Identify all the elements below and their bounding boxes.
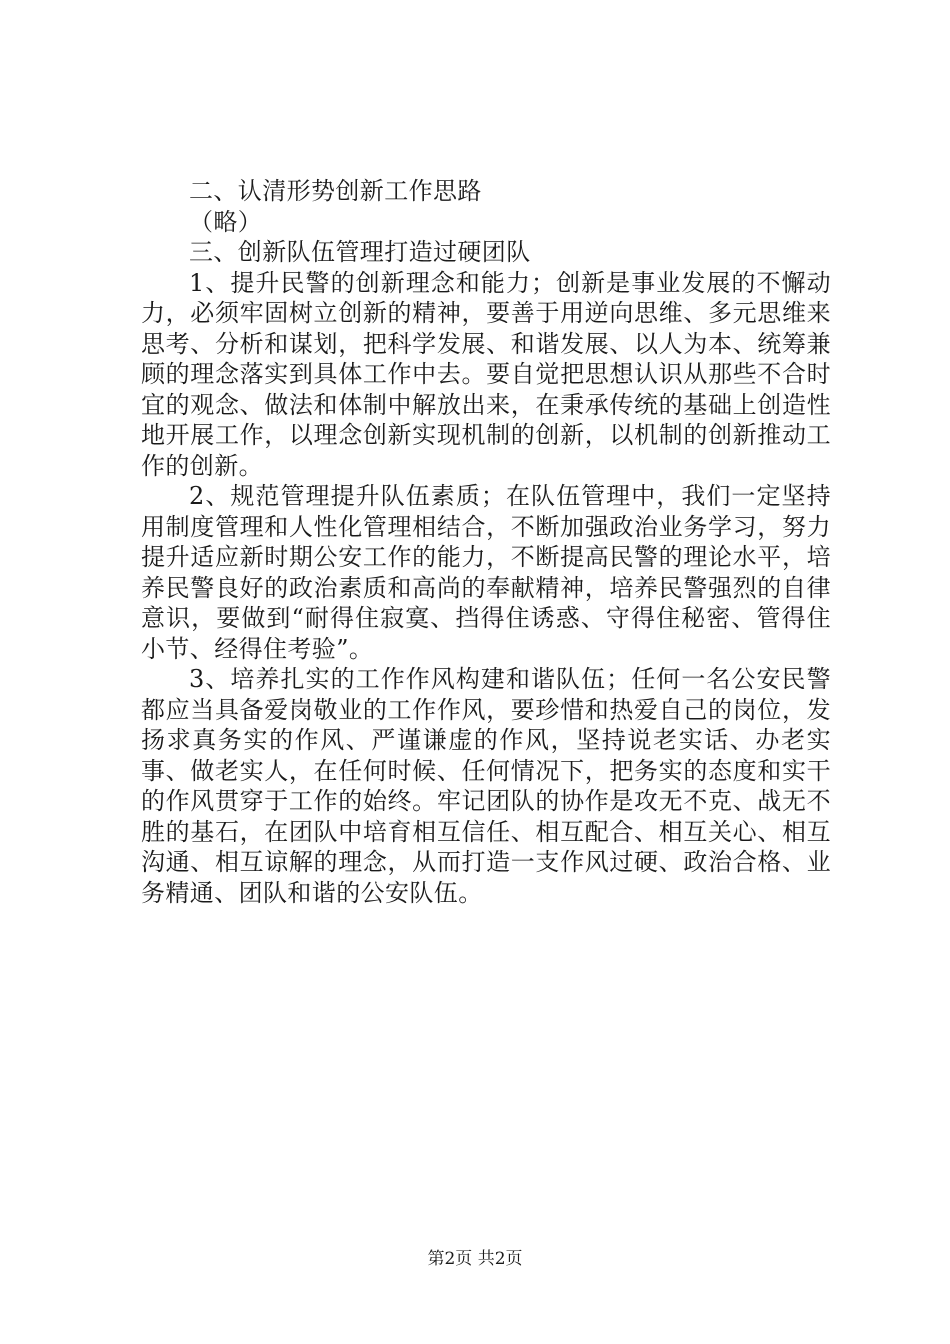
paragraph-2: 2、规范管理提升队伍素质；在队伍管理中，我们一定坚持用制度管理和人性化管理相结合，不断加强政治业务学习，努力提升适应新时期公安工作的能力，不断提高民警的理论水平，培养民警良好的政治素质和高尚的奉献精神，培养民警强烈的自律意识，要做到“耐得住寂寞、挡得住诱惑、守得住秘密、管得住小节、经得住考验”。 <box>141 482 831 663</box>
paragraph-3: 3、培养扎实的工作作风构建和谐队伍；任何一名公安民警都应当具备爱岗敬业的工作作风，要珍惜和热爱自己的岗位，发扬求真务实的作风、严谨谦虚的作风，坚持说老实话、办老实事、做老实人，在任何时候、任何情况下，把务实的态度和实干的作风贯穿于工作的始终。牢记团队的协作是攻无不克、战无不胜的基石，在团队中培育相互信任、相互配合、相互关心、相互沟通、相互谅解的理念，从而打造一支作风过硬、政治合格、业务精通、团队和谐的公安队伍。 <box>141 665 831 907</box>
paragraph-1: 1、提升民警的创新理念和能力；创新是事业发展的不懈动力，必须牢固树立创新的精神，要善于用逆向思维、多元思维来思考、分析和谋划，把科学发展、和谐发展、以人为本、统筹兼顾的理念落实到具体工作中去。要自觉把思想认识从那些不合时宜的观念、做法和体制中解放出来，在秉承传统的基础上创造性地开展工作，以理念创新实现机制的创新，以机制的创新推动工作的创新。 <box>141 268 831 480</box>
section-placeholder: （略） <box>189 207 263 236</box>
page-number: 第2页 共2页 <box>427 1249 523 1269</box>
document-body <box>141 176 831 908</box>
section-heading-2: 二、认清形势创新工作思路 <box>189 177 482 205</box>
section-heading-3: 三、创新队伍管理打造过硬团队 <box>189 238 531 266</box>
